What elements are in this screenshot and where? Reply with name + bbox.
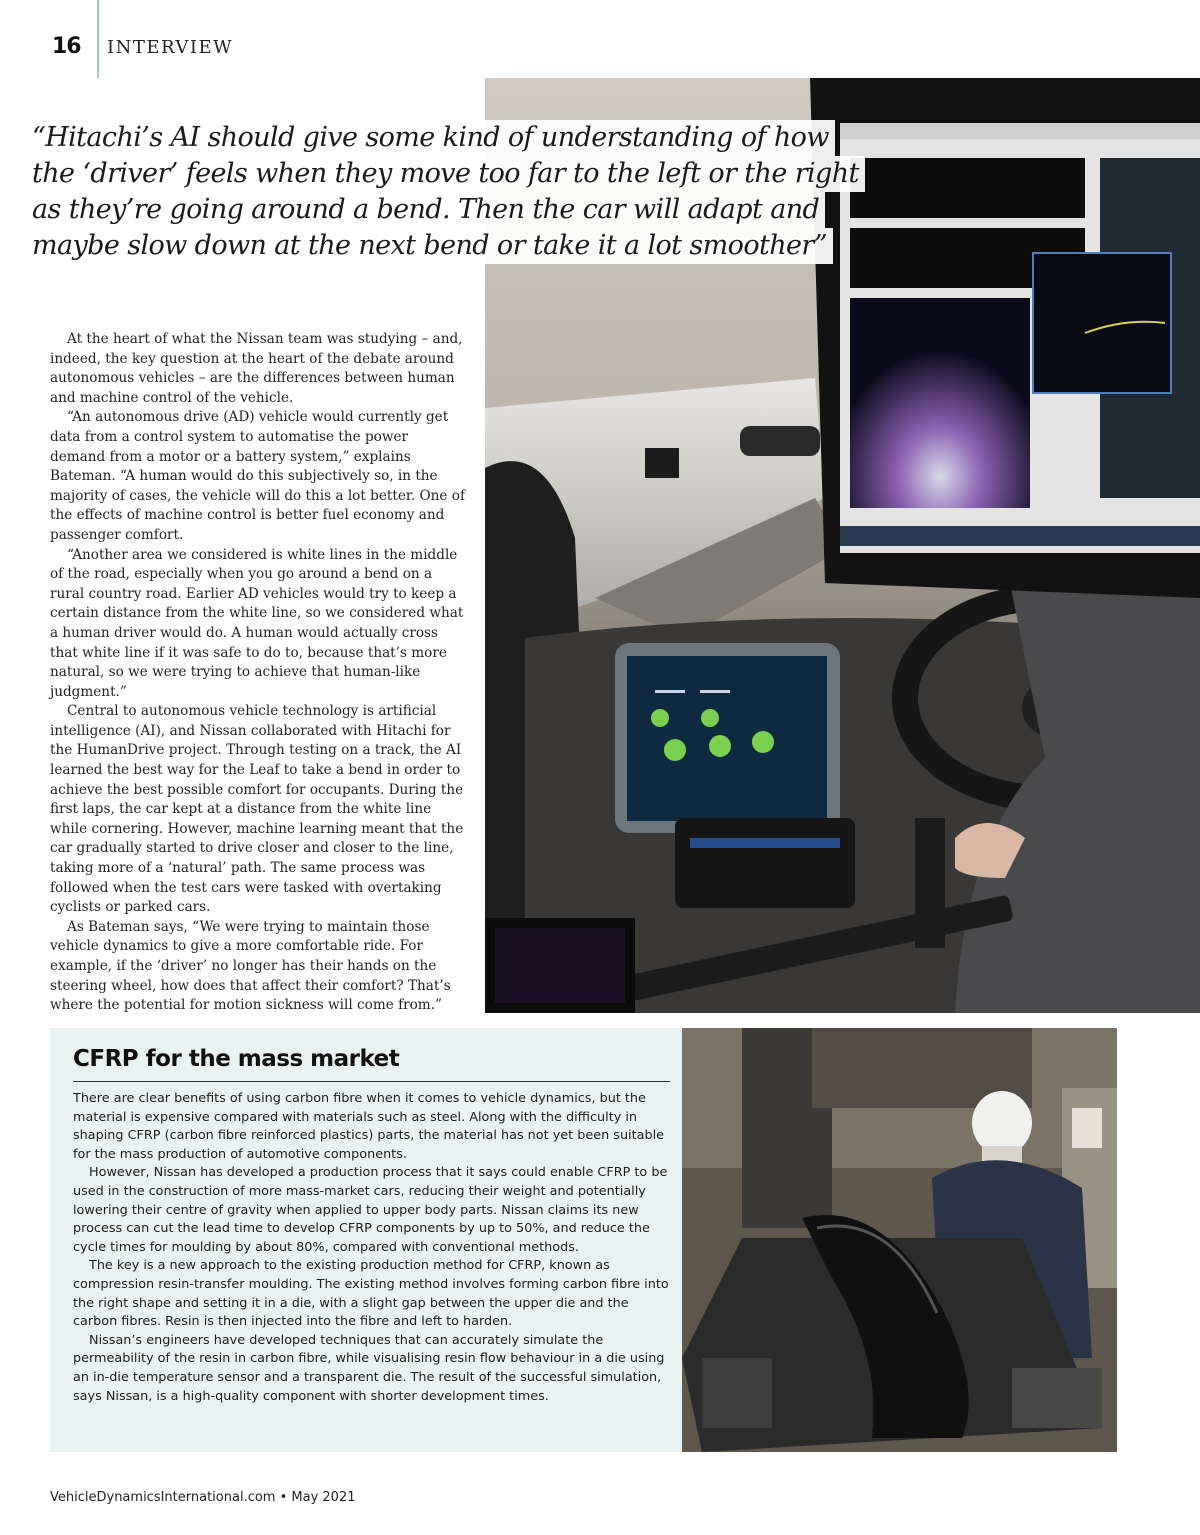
boxout-title: CFRP for the mass market	[73, 1046, 400, 1072]
cfrp-boxout	[50, 1028, 682, 1452]
boxout-paragraph: The key is a new approach to the existing production method for CFRP, known as compression resin-transfer moulding. The existing method involves forming carbon fibre into the right shape and setting it in a die, with a slight gap between the upper die and the carbon fibres. Resin is then injected into the fibre and left to harden.	[73, 1258, 669, 1330]
factory-photo-cfrp-moulding	[682, 1028, 1117, 1452]
pull-quote-line: “Hitachi’s AI should give some kind of understanding of how	[26, 120, 835, 156]
article-body	[50, 330, 465, 1016]
article-paragraph: At the heart of what the Nissan team was studying – and, indeed, the key question at the heart of the debate around autonomous vehicles – are the differences between human and machine control of the vehicle.	[50, 331, 463, 406]
factory-photo-illustration	[682, 1028, 1117, 1452]
page-number: 16	[52, 34, 81, 59]
boxout-divider	[73, 1081, 670, 1082]
article-paragraph: “Another area we considered is white lines in the middle of the road, especially when you go around a bend on a rural country road. Earlier AD vehicles would try to keep a certain distance from the white line, so we considered what a human driver would do. A human would actually cross that white line if it was safe to do to, because that’s more natural, so we were trying to achieve that human-like judgment.”	[50, 546, 464, 700]
boxout-body	[73, 1090, 673, 1406]
boxout-paragraph: There are clear benefits of using carbon fibre when it comes to vehicle dynamics, but the material is expensive compared with materials such as steel. Along with the difficulty in shaping CFRP (carbon fibre reinforced plastics) parts, the material has not yet been suitable for the mass production of automotive components.	[73, 1091, 665, 1162]
pull-quote-line: maybe slow down at the next bend or take it a lot smoother”	[26, 228, 833, 264]
pull-quote-line: as they’re going around a bend. Then the car will adapt and	[26, 192, 825, 228]
article-paragraph: As Bateman says, “We were trying to maintain those vehicle dynamics to give a more comfortable ride. For example, if the ‘driver’ no longer has their hands on the steering wheel, how does that affect their comfort? That’s where the potential for motion sickness will come from.”	[50, 918, 451, 1014]
section-label: INTERVIEW	[107, 37, 234, 58]
header-divider	[97, 0, 99, 78]
pull-quote	[26, 120, 859, 264]
pull-quote-line: the ‘driver’ feels when they move too far to the left or the right	[26, 156, 865, 192]
article-paragraph: Central to autonomous vehicle technology is artificial intelligence (AI), and Nissan collaborated with Hitachi for the HumanDrive project. Through testing on a track, the AI learned the best way for the Leaf to take a bend in order to achieve the best possible comfort for occupants. During the first laps, the car kept at a distance from the white line while cornering. However, machine learning meant that the car gradually started to drive closer and closer to the line, taking more of a ‘natural’ path. The same process was followed when the test cars were tasked with overtaking cyclists or parked cars.	[50, 703, 464, 916]
boxout-paragraph: However, Nissan has developed a production process that it says could enable CFRP to be used in the construction of more mass-market cars, reducing their weight and potentially lowering their centre of gravity when applied to upper body parts. Nissan claims its new process can cut the lead time to develop CFRP components by up to 50%, and reduce the cycle times for moulding by about 80%, compared with conventional methods.	[73, 1165, 668, 1255]
article-paragraph: “An autonomous drive (AD) vehicle would currently get data from a control system to automatise the power demand from a motor or a battery system,” explains Bateman. “A human would do this subjectively so, in the majority of cases, the vehicle will do this a lot better. One of the effects of machine control is better fuel economy and passenger comfort.	[50, 409, 465, 543]
footer-credit: VehicleDynamicsInternational.com • May 2021	[50, 1490, 356, 1505]
boxout-paragraph: Nissan’s engineers have developed techniques that can accurately simulate the permeability of the resin in carbon fibre, while visualising resin flow behaviour in a die using an in-die temperature sensor and a transparent die. The result of the successful simulation, says Nissan, is a high-quality component with shorter development times.	[73, 1332, 665, 1404]
